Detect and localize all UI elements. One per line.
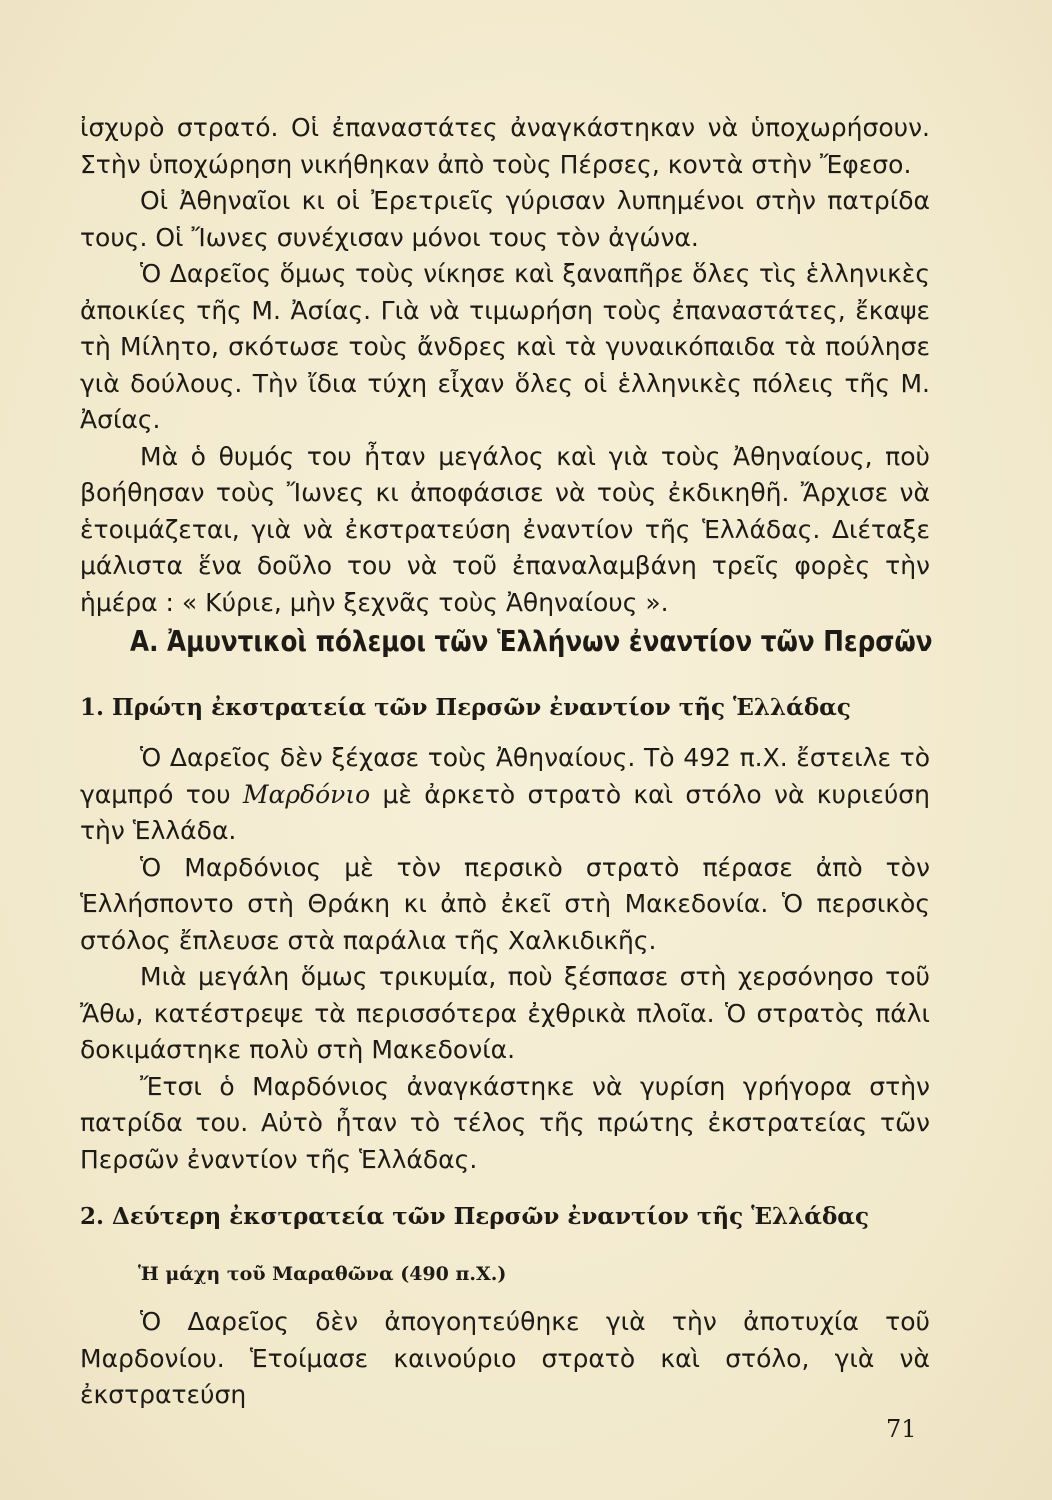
paragraph-mardonius-sent: [80, 740, 930, 850]
top-text-block: [80, 110, 930, 621]
paragraph-darius-new-army: Ὁ Δαρεῖος δὲν ἀπογοητεύθηκε γιὰ τὴν ἀποτυχία τοῦ Μαρδονίου. Ἑτοίμασε καινούριο στρατὸ καὶ στόλο, γιὰ νὰ ἐκστρατεύση: [80, 1307, 930, 1409]
paragraph-end-first-campaign: Ἔτσι ὁ Μαρδόνιος ἀναγκάστηκε νὰ γυρίση γρήγορα στὴν πατρίδα του. Αὐτὸ ἦταν τὸ τέλος τῆς πρώτης ἐκστρατείας τῶν Περσῶν ἐναντίον τῆς Ἑλλάδας.: [80, 1071, 930, 1174]
section-2-text: [80, 1304, 930, 1414]
section-1-heading: 1. Πρώτη ἐκστρατεία τῶν Περσῶν ἐναντίον τῆς Ἑλλάδας: [80, 694, 851, 721]
section-2-heading: 2. Δεύτερη ἐκστρατεία τῶν Περσῶν ἐναντίον τῆς Ἑλλάδας: [80, 1203, 870, 1230]
paragraph-mardonius-march: Ὁ Μαρδόνιος μὲ τὸν περσικὸ στρατὸ πέρασε ἀπὸ τὸν Ἑλλήσποντο στὴ Θράκη κι ἀπὸ ἐκεῖ στὴ Μακεδονία. Ὁ περσικὸς στόλος ἔπλευσε στὰ παράλια τῆς Χαλκιδικῆς.: [80, 852, 930, 955]
paragraph-darius-anger: Μὰ ὁ θυμός του ἦταν μεγάλος καὶ γιὰ τοὺς Ἀθηναίους, ποὺ βοήθησαν τοὺς Ἴωνες κι ἀποφάσισε νὰ τοὺς ἐκδικηθῆ. Ἄρχισε νὰ ἑτοιμάζεται, γιὰ νὰ ἐκστρατεύση ἐναντίον τῆς Ἑλλάδας. Διέταξε μάλιστα ἕνα δοῦλο του νὰ τοῦ ἐπαναλαμβάνη τρεῖς φορὲς τὴν ἡμέρα : « Κύριε, μὴν ξεχνᾶς τοὺς Ἀθηναίους ».: [80, 441, 930, 617]
paragraph-athenians-return: Οἱ Ἀθηναῖοι κι οἱ Ἐρετριεῖς γύρισαν λυπημένοι στὴν πατρίδα τους. Οἱ Ἴωνες συνέχισαν μόνοι τους τὸν ἀγώνα.: [80, 186, 930, 252]
text-segment: Ὁ Δαρεῖος δὲν ξέχασε τοὺς Ἀθηναίους. Τὸ 492 π.Χ. ἔστειλε τὸ γαμπρό του: [80, 743, 930, 809]
paragraph-storm-athos: Μιὰ μεγάλη ὅμως τρικυμία, ποὺ ξέσπασε στὴ χερσόνησο τοῦ Ἄθω, κατέστρεψε τὰ περισσότερα ἐχθρικὰ πλοῖα. Ὁ στρατὸς πάλι δοκιμάστηκε πολὺ στὴ Μακεδονία.: [80, 962, 930, 1064]
page-number: 71: [886, 1415, 917, 1443]
paragraph-continuation: ἰσχυρὸ στρατό. Οἱ ἐπαναστάτες ἀναγκάστηκαν νὰ ὑποχωρήσουν. Στὴν ὑποχώρηση νικήθηκαν ἀπὸ τοὺς Πέρσες, κοντὰ στὴν Ἔφεσο.: [80, 113, 930, 179]
marathon-subheading: Ἡ μάχη τοῦ Μαραθῶνα (490 π.Χ.): [138, 1263, 507, 1285]
text-segment: μὲ ἀρκετὸ στρατὸ καὶ στόλο νὰ κυριεύση τὴν Ἑλλάδα.: [80, 779, 930, 845]
paragraph-darius-victory: Ὁ Δαρεῖος ὅμως τοὺς νίκησε καὶ ξαναπῆρε ὅλες τὶς ἑλληνικὲς ἀποικίες τῆς Μ. Ἀσίας. Γιὰ νὰ τιμωρήση τοὺς ἐπαναστάτες, ἔκαψε τὴ Μίλητο, σκότωσε τοὺς ἄνδρες καὶ τὰ γυναικόπαιδα τὰ πούλησε γιὰ δούλους. Τὴν ἴδια τύχη εἶχαν ὅλες οἱ ἑλληνικὲς πόλεις τῆς Μ. Ἀσίας.: [80, 259, 930, 434]
section-1-text: [80, 740, 930, 1178]
section-a-heading: Α. Ἀμυντικοὶ πόλεμοι τῶν Ἑλλήνων ἐναντίον τῶν Περσῶν: [130, 625, 933, 658]
italic-name-mardonius: Μαρδόνιο: [242, 779, 371, 809]
